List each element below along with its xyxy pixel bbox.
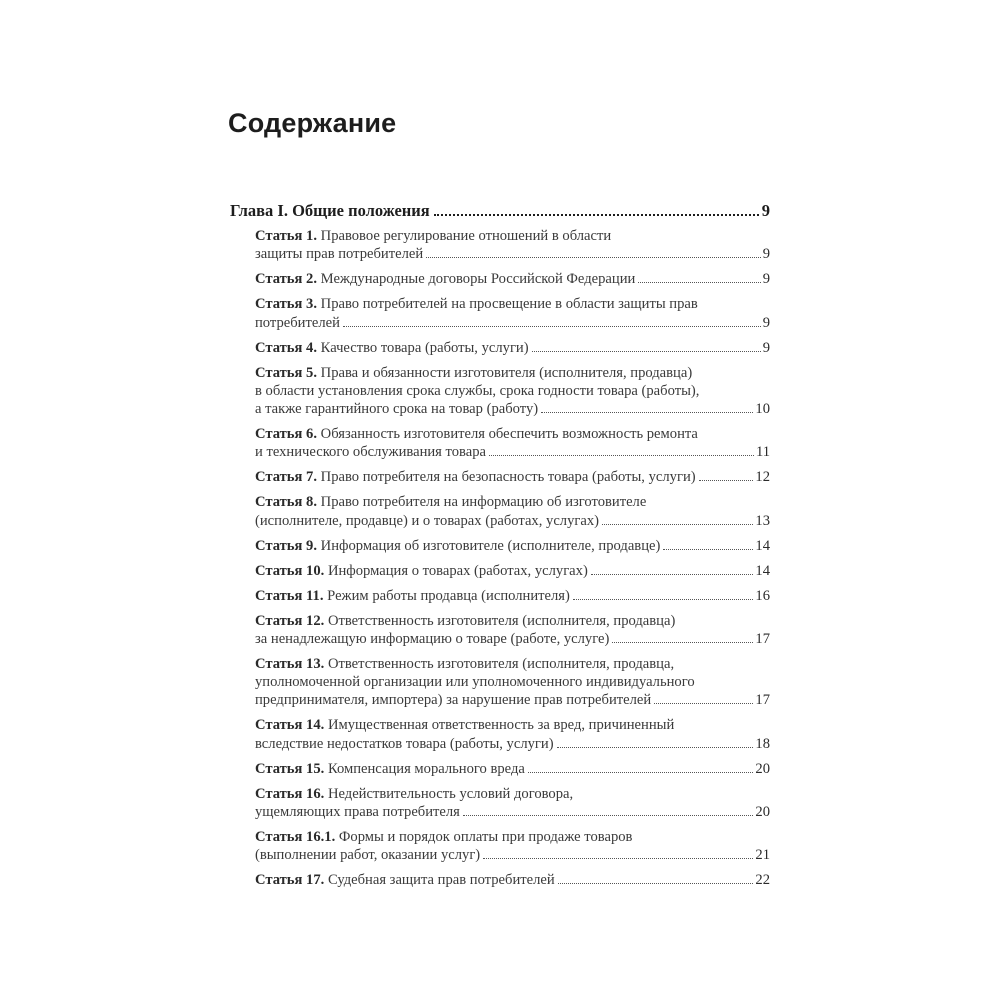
- article-title-line: [255, 493, 770, 511]
- article-page-number: 9: [762, 314, 770, 331]
- article-title-text: (выполнении работ, оказании услуг): [255, 847, 481, 864]
- toc-entry[interactable]: [230, 760, 770, 778]
- article-title-text: защиты прав потребителей: [255, 246, 424, 263]
- article-number: Статья 12.: [255, 612, 325, 629]
- article-page-number: 22: [755, 872, 770, 889]
- article-title-segment: [255, 400, 538, 418]
- article-title-text: Международные договоры Российской Федерации: [320, 271, 636, 288]
- article-title-segment: [255, 245, 423, 263]
- article-page-number: 14: [755, 562, 770, 579]
- dot-leader: [528, 772, 754, 773]
- article-title-text: Ответственность изготовителя (исполнителя, продавца,: [327, 655, 675, 672]
- article-title-last-line: [255, 468, 770, 486]
- article-title-line: [255, 382, 770, 400]
- article-title-last-line: [255, 691, 770, 709]
- article-title-text: Правовое регулирование отношений в области: [320, 228, 612, 244]
- dot-leader: [557, 747, 754, 748]
- article-title-text: Формы и порядок оплаты при продаже товаров: [338, 829, 633, 846]
- article-title-line: [255, 716, 770, 734]
- toc-entry[interactable]: [230, 785, 770, 822]
- article-title-text: Информация о товарах (работах, услугах): [327, 562, 588, 579]
- article-title-line: [255, 425, 770, 443]
- article-title-segment: [255, 630, 609, 648]
- toc-entry[interactable]: [230, 562, 770, 580]
- toc-chapter[interactable]: [230, 201, 770, 225]
- toc-entry[interactable]: [230, 828, 770, 865]
- article-number: Статья 16.: [255, 785, 325, 802]
- article-title-text: Информация об изготовителе (исполнителе, продавце): [320, 537, 661, 554]
- article-title-segment: [255, 339, 529, 357]
- dot-leader: [558, 883, 754, 884]
- article-page-number: 20: [755, 760, 770, 777]
- article-page-number: 21: [755, 847, 770, 864]
- article-title-line: [255, 612, 770, 630]
- article-title-segment: [255, 468, 696, 486]
- article-title-segment: [255, 871, 555, 889]
- article-title-last-line: [255, 846, 770, 864]
- article-number: Статья 2.: [255, 271, 317, 288]
- article-title-last-line: [255, 803, 770, 821]
- article-title-segment: [255, 760, 525, 778]
- article-page-number: 16: [755, 587, 770, 604]
- toc-entry[interactable]: [230, 716, 770, 753]
- article-title-text: уполномоченной организации или уполномоченного индивидуального: [255, 674, 695, 691]
- dot-leader: [463, 815, 754, 816]
- article-title-text: за ненадлежащую информацию о товаре (работе, услуге): [255, 630, 610, 647]
- article-title-text: и технического обслуживания товара: [255, 444, 486, 461]
- article-page-number: 18: [755, 735, 770, 752]
- article-title-text: Компенсация морального вреда: [327, 760, 525, 777]
- article-page-number: 11: [755, 444, 770, 461]
- article-title-last-line: [255, 270, 770, 288]
- article-title-segment: [255, 587, 570, 605]
- article-title-segment: [255, 846, 480, 864]
- article-number: Статья 7.: [255, 469, 317, 486]
- article-title-last-line: [255, 735, 770, 753]
- article-number: Статья 3.: [255, 296, 317, 313]
- dot-leader: [612, 642, 753, 643]
- article-number: Статья 8.: [255, 494, 317, 511]
- article-number: Статья 16.1.: [255, 829, 336, 846]
- toc-entry[interactable]: [230, 339, 770, 357]
- article-title-segment: [255, 270, 635, 288]
- chapter-label: Глава I. Общие положения: [230, 201, 430, 220]
- article-title-line: [255, 785, 770, 803]
- article-page-number: 10: [755, 401, 770, 418]
- dot-leader: [434, 214, 759, 216]
- toc-entry[interactable]: [230, 425, 770, 462]
- article-title-line: [255, 655, 770, 673]
- article-title-text: Право потребителей на просвещение в области защиты прав: [320, 296, 698, 313]
- article-title-text: ущемляющих права потребителя: [255, 804, 460, 821]
- toc-entry[interactable]: [230, 871, 770, 889]
- article-title-last-line: [255, 339, 770, 357]
- article-title-line: [255, 295, 770, 313]
- article-page-number: 9: [762, 339, 770, 356]
- article-number: Статья 13.: [255, 655, 325, 672]
- article-page-number: 12: [755, 469, 770, 486]
- article-title-line: [255, 364, 770, 382]
- dot-leader: [483, 858, 753, 859]
- article-title-text: Права и обязанности изготовителя (исполнителя, продавца): [320, 364, 693, 381]
- article-title-text: Имущественная ответственность за вред, причиненный: [327, 717, 675, 734]
- dot-leader: [591, 574, 754, 575]
- article-title-last-line: [255, 400, 770, 418]
- dot-leader: [638, 282, 760, 283]
- toc-entry[interactable]: [230, 612, 770, 649]
- article-title-text: (исполнителе, продавце) и о товарах (работах, услугах): [255, 512, 599, 529]
- article-title-segment: [255, 314, 340, 332]
- article-title-last-line: [255, 443, 770, 461]
- dot-leader: [699, 480, 754, 481]
- article-title-text: предпринимателя, импортера) за нарушение прав потребителей: [255, 692, 652, 709]
- article-title-last-line: [255, 587, 770, 605]
- article-title-text: потребителей: [255, 314, 340, 331]
- article-title-last-line: [255, 314, 770, 332]
- chapter-page-number: 9: [761, 201, 770, 220]
- toc-entry[interactable]: [230, 270, 770, 288]
- article-title-text: Недействительность условий договора,: [327, 785, 574, 802]
- article-title-segment: [255, 691, 651, 709]
- article-number: Статья 5.: [255, 364, 317, 381]
- table-of-contents: [230, 201, 770, 896]
- article-title-last-line: [255, 537, 770, 555]
- page-title: Содержание: [228, 108, 397, 138]
- article-title-text: вследствие недостатков товара (работы, услуги): [255, 735, 554, 752]
- toc-entry[interactable]: [230, 364, 770, 419]
- article-number: Статья 14.: [255, 717, 325, 734]
- article-page-number: 20: [755, 804, 770, 821]
- article-title-segment: [255, 735, 554, 753]
- article-title-segment: [255, 803, 460, 821]
- article-number: Статья 15.: [255, 760, 325, 777]
- dot-leader: [573, 599, 754, 600]
- article-title-text: Ответственность изготовителя (исполнителя, продавца): [327, 612, 676, 629]
- article-title-text: Режим работы продавца (исполнителя): [327, 587, 570, 604]
- article-title-text: Качество товара (работы, услуги): [320, 339, 529, 356]
- article-title-segment: [255, 443, 486, 461]
- article-title-text: Обязанность изготовителя обеспечить возможность ремонта: [320, 426, 698, 443]
- article-page-number: 9: [762, 246, 770, 263]
- article-title-last-line: [255, 562, 770, 580]
- article-title-last-line: [255, 512, 770, 530]
- dot-leader: [426, 257, 761, 258]
- toc-entry[interactable]: [230, 655, 770, 710]
- toc-entry[interactable]: [230, 468, 770, 486]
- article-title-segment: [255, 562, 588, 580]
- article-page-number: 13: [755, 512, 770, 529]
- dot-leader: [602, 524, 753, 525]
- toc-entry[interactable]: [230, 493, 770, 530]
- article-title-text: Судебная защита прав потребителей: [327, 872, 555, 889]
- dot-leader: [654, 703, 753, 704]
- toc-entry[interactable]: [230, 537, 770, 555]
- article-number: Статья 9.: [255, 537, 317, 554]
- dot-leader: [663, 549, 753, 550]
- article-number: Статья 1.: [255, 228, 317, 244]
- article-page-number: 9: [762, 271, 770, 288]
- article-title-text: в области установления срока службы, срока годности товара (работы),: [255, 382, 700, 399]
- article-title-last-line: [255, 630, 770, 648]
- dot-leader: [489, 455, 754, 456]
- article-page-number: 17: [755, 692, 770, 709]
- article-number: Статья 11.: [255, 587, 324, 604]
- article-number: Статья 6.: [255, 426, 317, 443]
- article-page-number: 14: [755, 537, 770, 554]
- article-number: Статья 17.: [255, 872, 325, 889]
- toc-entries: [230, 227, 770, 890]
- article-title-segment: [255, 512, 599, 530]
- article-title-segment: [255, 537, 660, 555]
- article-title-text: Право потребителя на информацию об изготовителе: [320, 494, 647, 511]
- toc-entry[interactable]: [230, 587, 770, 605]
- article-title-line: [255, 828, 770, 846]
- article-title-last-line: [255, 245, 770, 263]
- article-title-last-line: [255, 871, 770, 889]
- toc-entry[interactable]: [230, 295, 770, 332]
- article-page-number: 17: [755, 630, 770, 647]
- article-title-line: [255, 673, 770, 691]
- article-title-text: а также гарантийного срока на товар (работу): [255, 401, 539, 418]
- article-title-last-line: [255, 760, 770, 778]
- dot-leader: [541, 412, 753, 413]
- article-title-text: Право потребителя на безопасность товара (работы, услуги): [320, 469, 696, 486]
- dot-leader: [343, 326, 761, 327]
- dot-leader: [532, 351, 761, 352]
- toc-entry[interactable]: [230, 227, 770, 264]
- article-title-line: [255, 227, 770, 245]
- article-number: Статья 4.: [255, 339, 317, 356]
- article-number: Статья 10.: [255, 562, 325, 579]
